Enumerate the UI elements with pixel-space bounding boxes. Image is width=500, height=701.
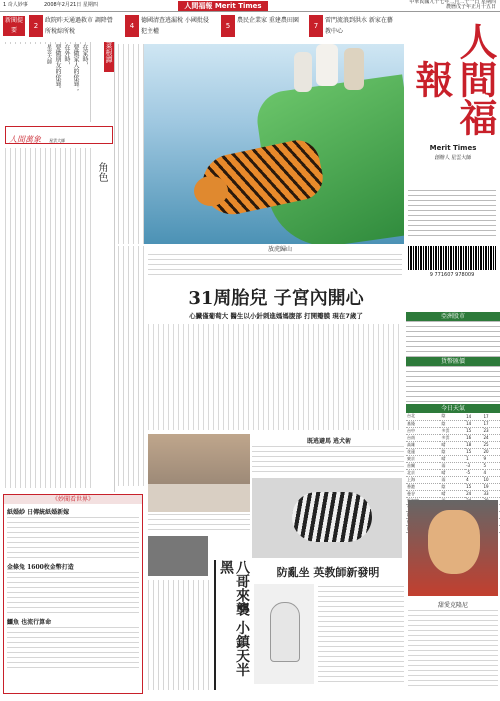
weather-cell: 上海 (406, 476, 440, 483)
weather-cell: 台中 (406, 427, 440, 434)
weather-cell: 17 (483, 413, 500, 420)
person (316, 44, 338, 86)
chair-body (318, 586, 404, 686)
birds-photo (148, 434, 250, 512)
article-text (148, 324, 402, 430)
weather-cell: 1 (465, 455, 482, 462)
feature-photo (252, 478, 402, 558)
wonder-item-heading: 鱷魚 也流行算命 (7, 619, 52, 626)
weather-cell: 晴 (440, 455, 465, 462)
series-body (5, 148, 91, 488)
weather-cell: 24 (465, 490, 482, 497)
barcode-number: 9 771607 978009 (429, 272, 475, 278)
portrait-body (408, 610, 498, 690)
portrait-caption: 甜愛克隆尼 (437, 602, 468, 609)
weather-row (406, 427, 500, 434)
weather-cell: 14 (465, 420, 482, 427)
chair (270, 602, 300, 662)
weather-row (406, 448, 500, 455)
article-text (118, 246, 144, 486)
feature-headline: 八哥來襲 小鎮天半黑 (214, 560, 250, 690)
photo-caption-text (148, 254, 402, 278)
weather-cell: 18 (465, 441, 482, 448)
zebra (292, 492, 372, 542)
teaser-item[interactable]: 5農民企業家 重建農田園 (221, 15, 311, 37)
series-heading: 角色 (96, 162, 107, 182)
header-logo: 人間福報 Merit Times (178, 1, 268, 11)
weather-row (406, 420, 500, 427)
weather-cell: 台南 (406, 434, 440, 441)
weather-cell: 17 (483, 420, 500, 427)
weather-row (406, 434, 500, 441)
face (428, 510, 480, 574)
teaser-item[interactable]: 7雷門流浪到洪水 新家在藝教中心 (309, 15, 403, 37)
weather-cell: 雨 (440, 476, 465, 483)
weather-cell: 多雲 (440, 434, 465, 441)
header-date-left: 2008年2月21日 星期四 (44, 2, 98, 8)
weather-cell: 10 (483, 476, 500, 483)
feature-title: 既逃避馬 逃犬術 (306, 438, 352, 445)
stock-title: 亞洲股市 (406, 312, 500, 321)
weather-cell: 多雲 (440, 427, 465, 434)
weather-cell: 晴 (440, 469, 465, 476)
weather-cell: 台北 (406, 413, 440, 420)
masthead-publisher: 創辦人 星雲大師 (434, 155, 472, 161)
weather-cell: 曼谷 (406, 490, 440, 497)
person (344, 48, 364, 90)
weather-cell: 北京 (406, 469, 440, 476)
birds-caption (148, 514, 250, 534)
portrait-photo (408, 500, 498, 596)
weather-cell: 15 (465, 448, 482, 455)
masthead-title: 人間福報 (409, 22, 498, 136)
weather-row (406, 483, 500, 490)
page-label: 1 奇人妙事 (3, 2, 28, 8)
weather-cell: 基隆 (406, 420, 440, 427)
feature-body (252, 446, 404, 476)
teaser-label: 新聞提要 (5, 17, 24, 34)
weather-row (406, 469, 500, 476)
feature-headline: 防亂坐 英教師新發明 (276, 566, 380, 579)
currency-title: 貨幣匯價 (406, 357, 500, 366)
weather-cell: 陰 (440, 448, 465, 455)
masthead-subtitle: Merit Times (429, 144, 477, 152)
weather-cell: 16 (465, 434, 482, 441)
weather-cell: 高雄 (406, 441, 440, 448)
feature-mid-body (148, 580, 212, 690)
weather-title: 今日天氣 (406, 404, 500, 413)
weather-cell: 花蓮 (406, 448, 440, 455)
weather-cell: 香港 (406, 483, 440, 490)
tiger-head (194, 176, 228, 206)
weather-row (406, 455, 500, 462)
currency-table (406, 366, 500, 404)
weather-cell: -5 (465, 469, 482, 476)
weather-cell: 晴 (440, 490, 465, 497)
main-photo (144, 44, 404, 244)
wonder-item-body (7, 572, 139, 614)
weather-cell: -3 (465, 462, 482, 469)
wonder-item-heading: 紙婚紗 日傳統紙婚新嫁 (7, 509, 70, 516)
teaser-item[interactable]: 4德國清查逃漏稅 小國批侵犯主權 (125, 15, 221, 37)
weather-cell: 4 (465, 476, 482, 483)
barcode (408, 246, 496, 270)
weather-cell: 15 (465, 427, 482, 434)
main-headline: 31周胎兒 子宮內開心 (188, 288, 364, 309)
wonder-item-heading: 金條兔 1600枚金幣打造 (7, 564, 74, 571)
poem-label: 菜根譚 (104, 42, 114, 72)
small-photo (148, 536, 208, 576)
weather-cell: 4 (483, 469, 500, 476)
weather-cell: 陰 (440, 483, 465, 490)
news-teasers (3, 13, 403, 39)
weather-cell: 14 (465, 413, 482, 420)
masthead (406, 14, 500, 184)
weather-cell: 20 (483, 448, 500, 455)
weather-row (406, 413, 500, 420)
weather-cell: 15 (465, 483, 482, 490)
weather-cell: 首爾 (406, 462, 440, 469)
wonder-box (3, 494, 143, 694)
masthead-info (408, 190, 496, 240)
wonder-item-body (7, 627, 139, 669)
series-box: 人間萬象 星雲大師 (5, 126, 113, 144)
weather-cell: 23 (483, 427, 500, 434)
weather-cell: 陰 (440, 413, 465, 420)
weather-cell: 晴 (440, 441, 465, 448)
teaser-item[interactable]: 2政院昨天通過救市 調降營所稅綜所稅 (29, 15, 125, 37)
weather-row (406, 462, 500, 469)
weather-row (406, 441, 500, 448)
wonder-title: 《妙聞看世界》 (4, 495, 142, 504)
left-column (3, 42, 115, 492)
person (294, 52, 312, 92)
header-date-right: 中華民國九十七年二月二十一日 星期四 農曆戊子年正月十五日 (409, 0, 496, 10)
main-subheadline: 心臟僅葡萄大 醫生以小針刺進媽媽腹部 打開瓣膜 現在7歲了 (189, 312, 363, 320)
weather-cell: 9 (483, 455, 500, 462)
weather-cell: 33 (483, 490, 500, 497)
weather-cell: 陰 (440, 420, 465, 427)
weather-cell: 25 (483, 441, 500, 448)
weather-row (406, 476, 500, 483)
stock-table (406, 321, 500, 357)
weather-cell: 雨 (440, 462, 465, 469)
weather-cell: 東京 (406, 455, 440, 462)
chair-photo (254, 584, 314, 684)
article-text (118, 44, 144, 244)
poem-text: 在家時， 要做家人的依靠； 在外時， 要做朋友的依靠。 星雲大師 (5, 44, 89, 122)
photo-caption: 放虎歸山 (267, 246, 292, 253)
weather-row (406, 490, 500, 497)
weather-cell: 19 (483, 483, 500, 490)
town (148, 484, 250, 512)
wonder-item-body (7, 517, 139, 559)
weather-cell: 24 (483, 434, 500, 441)
weather-cell: 5 (483, 462, 500, 469)
